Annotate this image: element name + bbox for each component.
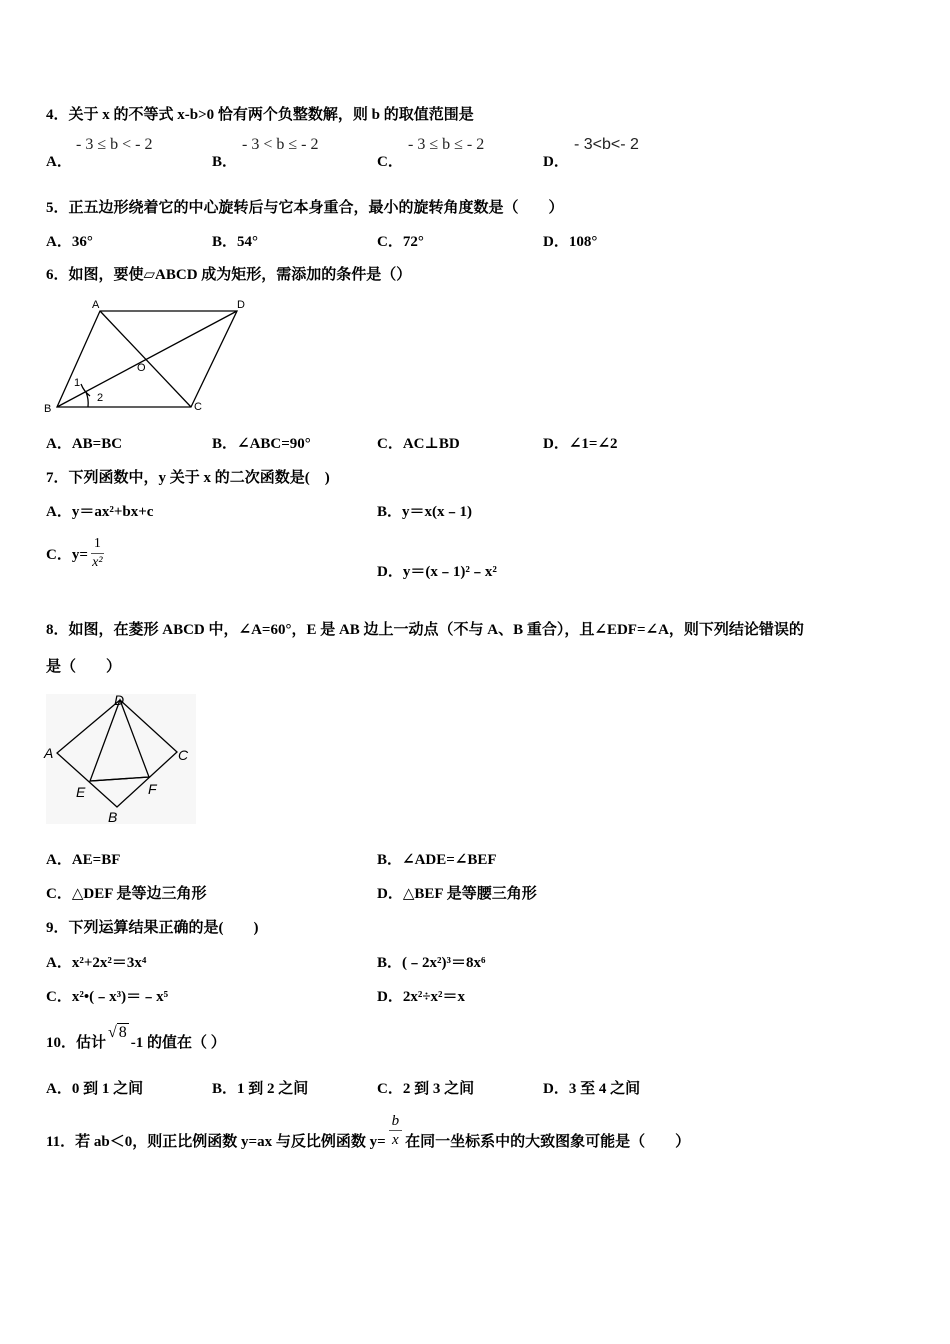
q10-sqrt: √ 8 [108, 1024, 127, 1041]
q4-option-d-expr: - 3<b<- 2 [574, 136, 639, 153]
label-c: C [194, 401, 202, 413]
q4-option-d-label: D． [543, 154, 569, 170]
q8-stem-line-1: 8．如图，在菱形 ABCD 中，∠A=60°，E 是 AB 边上一动点（不与 A、B 重合），且∠EDF=∠A，则下列结论错误的 [46, 622, 804, 638]
label-b: B [108, 809, 118, 825]
q6-parallelogram-figure [40, 295, 255, 417]
q7-option-c-fraction [91, 535, 104, 572]
q8-option-a: A．AE=BF [46, 852, 121, 868]
q10-option-c: C．2 到 3 之间 [377, 1081, 475, 1097]
q9-option-d: D．2x²÷x²＝x [377, 989, 466, 1005]
q4-option-b-label: B． [212, 154, 238, 170]
q7-option-c-denominator: x² [92, 555, 103, 570]
q6-option-a: A．AB=BC [46, 436, 123, 452]
q8-option-d: D．△BEF 是等腰三角形 [377, 886, 537, 902]
label-d: D [237, 299, 245, 311]
q4-option-b-expr: - 3 < b ≤ - 2 [242, 136, 319, 153]
q7-option-b: B．y＝x(x﹣1) [377, 504, 472, 520]
q6-option-b: B．∠ABC=90° [212, 436, 311, 452]
q11-fraction-numerator: b [389, 1112, 403, 1131]
q4-option-a-expr: - 3 ≤ b < - 2 [76, 136, 153, 153]
q4-option-c-label: C． [377, 154, 403, 170]
q9-option-a: A．x²+2x²＝3x⁴ [46, 955, 147, 971]
figure-background [46, 694, 196, 824]
q6-option-c: C．AC⊥BD [377, 436, 460, 452]
q9-option-b: B．(﹣2x²)³＝8x⁶ [377, 955, 486, 971]
q7-option-d: D．y＝(x﹣1)²﹣x² [377, 564, 497, 580]
q7-stem: 7．下列函数中，y 关于 x 的二次函数是( ) [46, 470, 330, 486]
q10-stem [46, 1024, 226, 1052]
q10-radicand: 8 [118, 1024, 127, 1041]
q8-option-b: B．∠ADE=∠BEF [377, 852, 497, 868]
q11-stem-suffix: 在同一坐标系中的大致图象可能是（ ） [405, 1134, 691, 1150]
q11-fraction [389, 1112, 403, 1149]
diagonal-bd [57, 311, 237, 407]
label-e: E [76, 784, 86, 800]
label-f: F [148, 781, 157, 797]
q10-stem-prefix: 10．估计 [46, 1035, 107, 1051]
q7-option-a: A．y＝ax²+bx+c [46, 504, 154, 520]
label-a: A [44, 745, 54, 761]
q6-stem: 6．如图，要使▱ABCD 成为矩形，需添加的条件是（） [46, 267, 412, 283]
q10-option-d: D．3 至 4 之间 [543, 1081, 641, 1097]
diagonal-ac [100, 311, 191, 407]
q9-option-c: C．x²•(﹣x³)＝﹣x⁵ [46, 989, 169, 1005]
q5-option-c: C．72° [377, 234, 424, 250]
q11-stem-prefix: 11．若 ab＜0，则正比例函数 y=ax 与反比例函数 y= [46, 1134, 386, 1150]
q5-option-d: D．108° [543, 234, 598, 250]
q7-option-c [46, 535, 104, 572]
q11-stem [46, 1112, 690, 1149]
q4-option-a-label: A． [46, 154, 72, 170]
q10-option-b: B．1 到 2 之间 [212, 1081, 309, 1097]
label-angle-2: 2 [97, 392, 104, 404]
q5-option-b: B．54° [212, 234, 259, 250]
q9-stem: 9．下列运算结果正确的是( ) [46, 920, 259, 936]
q11-fraction-denominator: x [392, 1132, 399, 1148]
label-angle-1: 1 [74, 377, 81, 389]
q4-option-c-expr: - 3 ≤ b ≤ - 2 [408, 136, 485, 153]
q6-option-d: D．∠1=∠2 [543, 436, 618, 452]
q8-rhombus-figure [40, 690, 200, 828]
q8-option-c: C．△DEF 是等边三角形 [46, 886, 207, 902]
q8-stem-line-2: 是（ ） [46, 659, 122, 675]
q5-stem: 5．正五边形绕着它的中心旋转后与它本身重合，最小的旋转角度数是（ ） [46, 200, 564, 216]
label-d: D [114, 692, 125, 708]
label-c: C [178, 747, 189, 763]
label-b: B [44, 403, 52, 415]
q10-option-a: A．0 到 1 之间 [46, 1081, 144, 1097]
q7-option-c-label: C．y= [46, 547, 88, 563]
q4-stem: 4．关于 x 的不等式 x-b>0 恰有两个负整数解，则 b 的取值范围是 [46, 107, 474, 123]
label-o: O [137, 362, 146, 374]
q7-option-c-numerator: 1 [91, 535, 104, 554]
label-a: A [92, 299, 100, 311]
q5-option-a: A．36° [46, 234, 93, 250]
q10-stem-suffix: -1 的值在（ ） [130, 1035, 226, 1051]
